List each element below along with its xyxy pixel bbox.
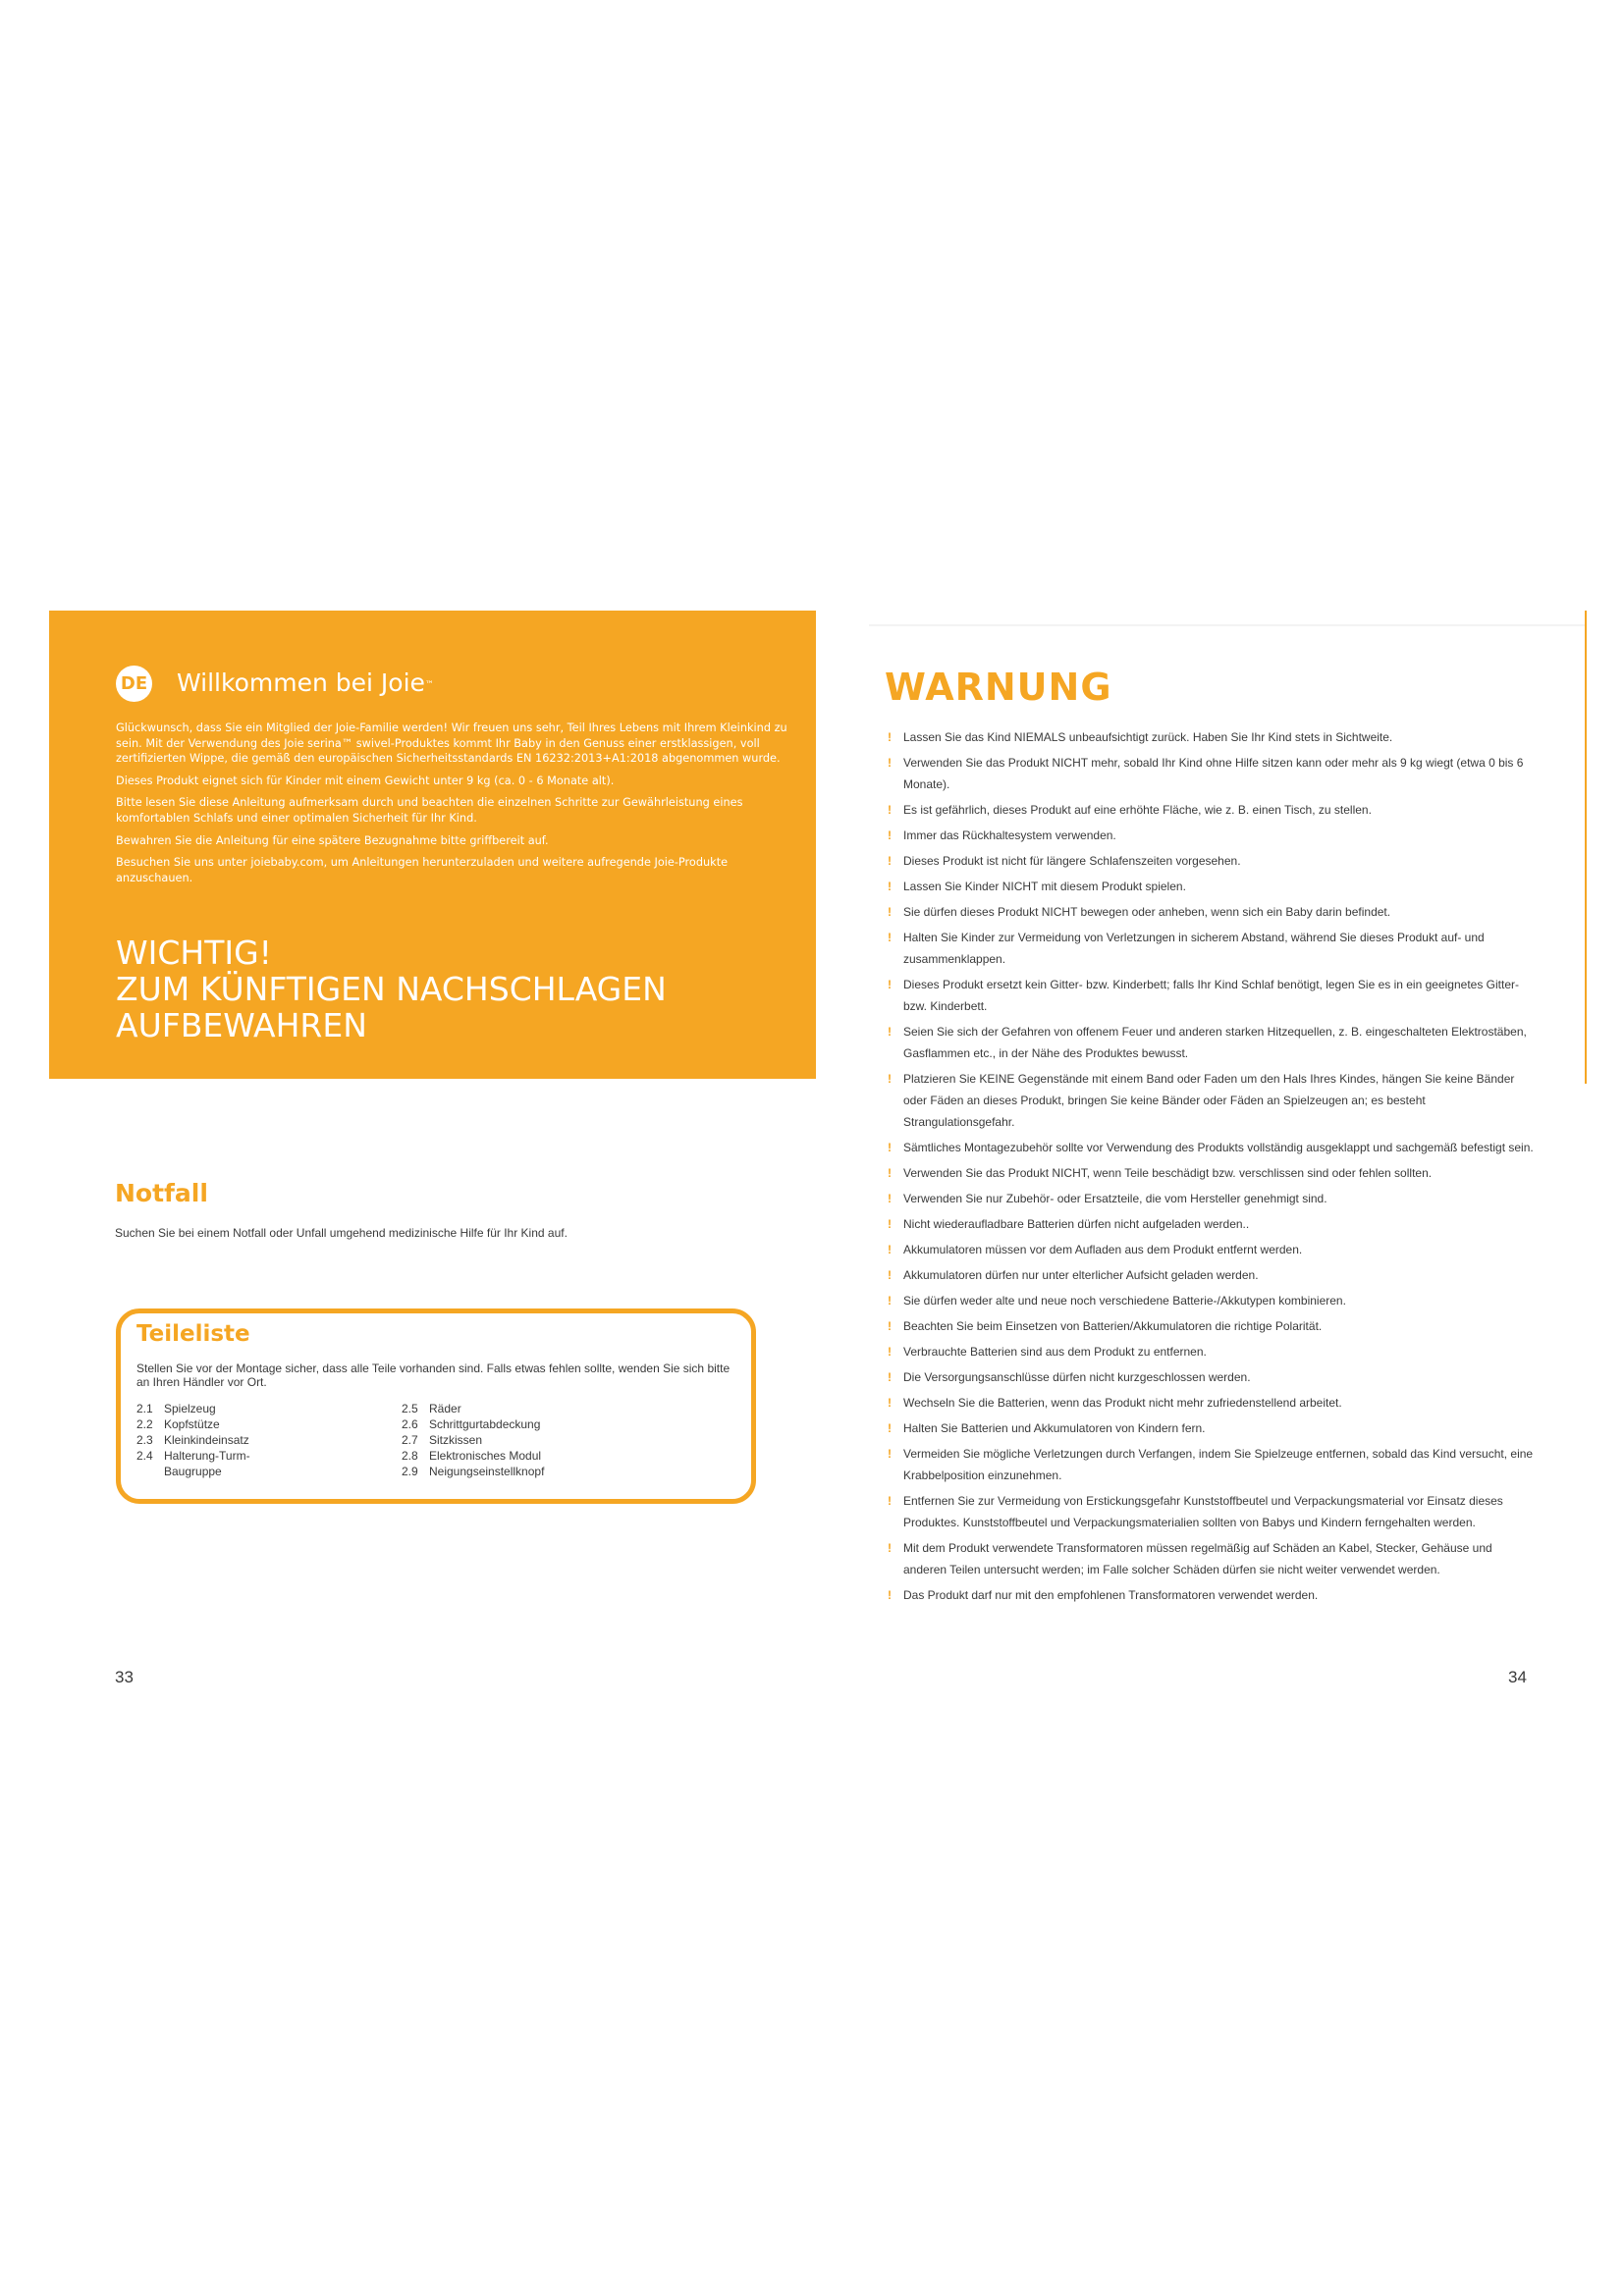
important-line: WICHTIG! [116,934,272,972]
warning-bullet-icon: ! [888,1192,892,1205]
warning-item [886,1417,1534,1439]
warning-item-text: Dieses Produkt ersetzt kein Gitter- bzw. Kinderbett; falls Ihr Kind Schlaf benötigt, legen Sie es in ein geeignetes Gitter- bzw. Kinderbett. [903,978,1519,1013]
warning-bullet-icon: ! [888,1541,892,1555]
warning-bullet-icon: ! [888,1319,892,1333]
warning-bullet-icon: ! [888,1294,892,1308]
parts-item-label: Kopfstütze [164,1417,220,1431]
parts-item-number: 2.8 [402,1449,418,1463]
warning-item [886,1290,1534,1311]
welcome-title [177,667,434,699]
warning-item-text: Lassen Sie das Kind NIEMALS unbeaufsichtigt zurück. Haben Sie Ihr Kind stets in Sichtweite. [903,730,1393,744]
warning-bullet-icon: ! [888,1494,892,1508]
parts-column-left [136,1401,250,1479]
parts-item [402,1448,544,1464]
warning-item-text: Wechseln Sie die Batterien, wenn das Produkt nicht mehr zufriedenstellend arbeitet. [903,1396,1342,1410]
parts-item [136,1432,250,1448]
parts-list-box [116,1308,756,1504]
warning-item [886,1490,1534,1533]
important-line: AUFBEWAHREN [116,1006,367,1044]
page-number-right: 34 [1508,1668,1527,1686]
parts-column-right [402,1401,544,1479]
parts-item [136,1448,250,1464]
welcome-title-text: Willkommen bei Joie [177,668,425,697]
warning-item-text: Sämtliches Montagezubehör sollte vor Verwendung des Produkts vollständig ausgeklappt und sachgemäß befestigt sein. [903,1141,1534,1154]
warning-bullet-icon: ! [888,1166,892,1180]
warning-item [886,1315,1534,1337]
warning-item-text: Das Produkt darf nur mit den empfohlenen Transformatoren verwendet werden. [903,1588,1319,1602]
warning-bullet-icon: ! [888,828,892,842]
warning-item-text: Verbrauchte Batterien sind aus dem Produkt zu entfernen. [903,1345,1207,1359]
parts-item [402,1432,544,1448]
warning-bullet-icon: ! [888,730,892,744]
warning-item-text: Seien Sie sich der Gefahren von offenem Feuer und anderen starken Hitzequellen, z. B. eingeschalteten Elektrostäben, Gasflammen etc., in der Nähe des Produktes bewusst. [903,1025,1527,1060]
parts-item [136,1401,250,1416]
warning-bullet-icon: ! [888,803,892,817]
warning-bullet-icon: ! [888,1421,892,1435]
warning-title: WARNUNG [885,666,1112,709]
warning-item [886,1137,1534,1158]
warning-bullet-icon: ! [888,1396,892,1410]
parts-item-number: 2.5 [402,1402,418,1415]
warning-bullet-icon: ! [888,1072,892,1086]
parts-item-number: 2.4 [136,1449,153,1463]
parts-item-label: Räder [429,1402,461,1415]
parts-item-label: Halterung-Turm- [164,1449,250,1463]
parts-item-label: Elektronisches Modul [429,1449,542,1463]
important-line: ZUM KÜNFTIGEN NACHSCHLAGEN [116,970,667,1008]
warning-bullet-icon: ! [888,1447,892,1461]
parts-item [402,1416,544,1432]
emergency-title: Notfall [115,1179,208,1207]
warning-item [886,1162,1534,1184]
warning-item [886,825,1534,846]
warning-item [886,1537,1534,1580]
intro-paragraph: Besuchen Sie uns unter joiebaby.com, um Anleitungen herunterzuladen und weitere aufregende Joie-Produkte anzuschauen. [116,856,729,884]
warning-item-text: Sie dürfen dieses Produkt NICHT bewegen oder anheben, wenn sich ein Baby darin befindet. [903,905,1391,919]
warning-item-text: Immer das Rückhaltesystem verwenden. [903,828,1116,842]
warning-item-text: Verwenden Sie das Produkt NICHT mehr, sobald Ihr Kind ohne Hilfe sitzen kann oder mehr als 9 kg wiegt (etwa 0 bis 6 Monate). [903,756,1524,791]
warning-list [886,726,1534,1610]
warning-item-text: Verwenden Sie nur Zubehör- oder Ersatzteile, die vom Hersteller genehmigt sind. [903,1192,1327,1205]
parts-item-number: 2.6 [402,1417,418,1431]
warning-item [886,876,1534,897]
warning-bullet-icon: ! [888,1588,892,1602]
parts-item [136,1416,250,1432]
warning-bullet-icon: ! [888,880,892,893]
warning-item [886,1341,1534,1362]
warning-item-text: Halten Sie Batterien und Akkumulatoren von Kindern fern. [903,1421,1206,1435]
warning-item [886,752,1534,795]
warning-item [886,1366,1534,1388]
warning-item-text: Die Versorgungsanschlüsse dürfen nicht kurzgeschlossen werden. [903,1370,1251,1384]
warning-item [886,850,1534,872]
warning-item [886,1213,1534,1235]
warning-bullet-icon: ! [888,756,892,770]
parts-item-label: Neigungseinstellknopf [429,1465,545,1478]
warning-bullet-icon: ! [888,1345,892,1359]
warning-item [886,1443,1534,1486]
warning-item [886,974,1534,1017]
important-heading [116,934,813,1043]
warning-item-text: Halten Sie Kinder zur Vermeidung von Verletzungen in sicherem Abstand, während Sie dieses Produkt auf- und zusammenklappen. [903,931,1485,966]
parts-item-label: Spielzeug [164,1402,216,1415]
warning-item [886,1392,1534,1414]
parts-item-number: 2.9 [402,1465,418,1478]
warning-bullet-icon: ! [888,854,892,868]
parts-item [402,1401,544,1416]
warning-item-text: Vermeiden Sie mögliche Verletzungen durch Verfangen, indem Sie Spielzeuge entfernen, sobald das Kind versucht, eine Krabbelposition einzunehmen. [903,1447,1534,1482]
warning-item-text: Verwenden Sie das Produkt NICHT, wenn Teile beschädigt bzw. verschlissen sind oder fehlen sollten. [903,1166,1433,1180]
warning-item [886,1021,1534,1064]
warning-item-text: Sie dürfen weder alte und neue noch verschiedene Batterie-/Akkutypen kombinieren. [903,1294,1346,1308]
warning-item-text: Akkumulatoren müssen vor dem Aufladen aus dem Produkt entfernt werden. [903,1243,1303,1256]
warning-item [886,927,1534,970]
parts-item-label: Schrittgurtabdeckung [429,1417,541,1431]
page-divider-top [869,624,1586,626]
warning-item [886,799,1534,821]
warning-item [886,1239,1534,1260]
warning-item-text: Platzieren Sie KEINE Gegenstände mit einem Band oder Faden um den Hals Ihres Kindes, hängen Sie keine Bänder oder Fäden an dieses Produkt, bringen Sie keine Bänder oder Fäden an Spielzeugen an; es besteht Strangulationsgefahr. [903,1072,1515,1129]
warning-item-text: Akkumulatoren dürfen nur unter elterlicher Aufsicht geladen werden. [903,1268,1259,1282]
parts-list-title: Teileliste [136,1321,250,1347]
parts-item-label: Kleinkindeinsatz [164,1433,249,1447]
welcome-panel [49,611,816,1079]
intro-paragraph: Dieses Produkt eignet sich für Kinder mit einem Gewicht unter 9 kg (ca. 0 - 6 Monate alt). [116,774,615,787]
warning-bullet-icon: ! [888,1025,892,1039]
page-divider-side [1585,611,1587,1084]
warning-bullet-icon: ! [888,1141,892,1154]
warning-bullet-icon: ! [888,931,892,944]
warning-item-text: Mit dem Produkt verwendete Transformatoren müssen regelmäßig auf Schäden an Kabel, Stecker, Gehäuse und anderen Teilen untersucht werden; im Falle solcher Schäden dürfen sie nicht weiter verwendet werden. [903,1541,1492,1576]
warning-item-text: Beachten Sie beim Einsetzen von Batterien/Akkumulatoren die richtige Polarität. [903,1319,1323,1333]
warning-bullet-icon: ! [888,1243,892,1256]
warning-item [886,1068,1534,1133]
parts-item-number: 2.7 [402,1433,418,1447]
warning-bullet-icon: ! [888,905,892,919]
intro-text [116,721,805,892]
warning-item-text: Entfernen Sie zur Vermeidung von Erstickungsgefahr Kunststoffbeutel und Verpackungsmaterial vor Einsatz dieses Produktes. Kunststoffbeutel und Verpackungsmaterialien sollten von Babys und Kindern ferngehalten werden. [903,1494,1503,1529]
warning-item-text: Es ist gefährlich, dieses Produkt auf eine erhöhte Fläche, wie z. B. einen Tisch, zu stellen. [903,803,1372,817]
warning-item [886,901,1534,923]
intro-paragraph: Bewahren Sie die Anleitung für eine spätere Bezugnahme bitte griffbereit auf. [116,833,549,847]
parts-item-number [136,1464,164,1479]
warning-item-text: Nicht wiederaufladbare Batterien dürfen nicht aufgeladen werden.. [903,1217,1250,1231]
page-number-left: 33 [115,1668,134,1686]
parts-item-number: 2.3 [136,1433,153,1447]
warning-item [886,1264,1534,1286]
trademark-mark: ™ [424,680,434,690]
parts-list-intro: Stellen Sie vor der Montage sicher, dass alle Teile vorhanden sind. Falls etwas fehlen sollte, wenden Sie sich bitte an Ihren Händler vor Ort. [136,1362,731,1389]
parts-item-number: 2.2 [136,1417,153,1431]
parts-item-label: Sitzkissen [429,1433,483,1447]
emergency-text: Suchen Sie bei einem Notfall oder Unfall umgehend medizinische Hilfe für Ihr Kind auf. [115,1226,568,1240]
parts-item [136,1464,250,1479]
intro-paragraph: Glückwunsch, dass Sie ein Mitglied der Joie-Familie werden! Wir freuen uns sehr, Teil Ihres Lebens mit Ihrem Kleinkind zu sein. Mit der Verwendung des Joie serina™ swivel-Produktes kommt Ihr Baby in den Genuss einer erstklassigen, voll zertifizierten Wippe, die gemäß den europäischen Sicherheitsstandards EN 16232:2013+A1:2018 abgenommen wurde. [116,721,787,766]
warning-bullet-icon: ! [888,1268,892,1282]
warning-item [886,726,1534,748]
warning-item-text: Dieses Produkt ist nicht für längere Schlafenszeiten vorgesehen. [903,854,1241,868]
warning-bullet-icon: ! [888,1370,892,1384]
warning-bullet-icon: ! [888,978,892,991]
warning-bullet-icon: ! [888,1217,892,1231]
warning-item [886,1584,1534,1606]
parts-item-number: 2.1 [136,1402,153,1415]
language-badge: DE [116,666,152,702]
parts-item-label: Baugruppe [164,1465,222,1478]
warning-item-text: Lassen Sie Kinder NICHT mit diesem Produkt spielen. [903,880,1186,893]
intro-paragraph: Bitte lesen Sie diese Anleitung aufmerksam durch und beachten die einzelnen Schritte zur Gewährleistung eines komfortablen Schlafs und einer optimalen Sicherheit für Ihr Kind. [116,796,743,825]
warning-item [886,1188,1534,1209]
parts-item [402,1464,544,1479]
